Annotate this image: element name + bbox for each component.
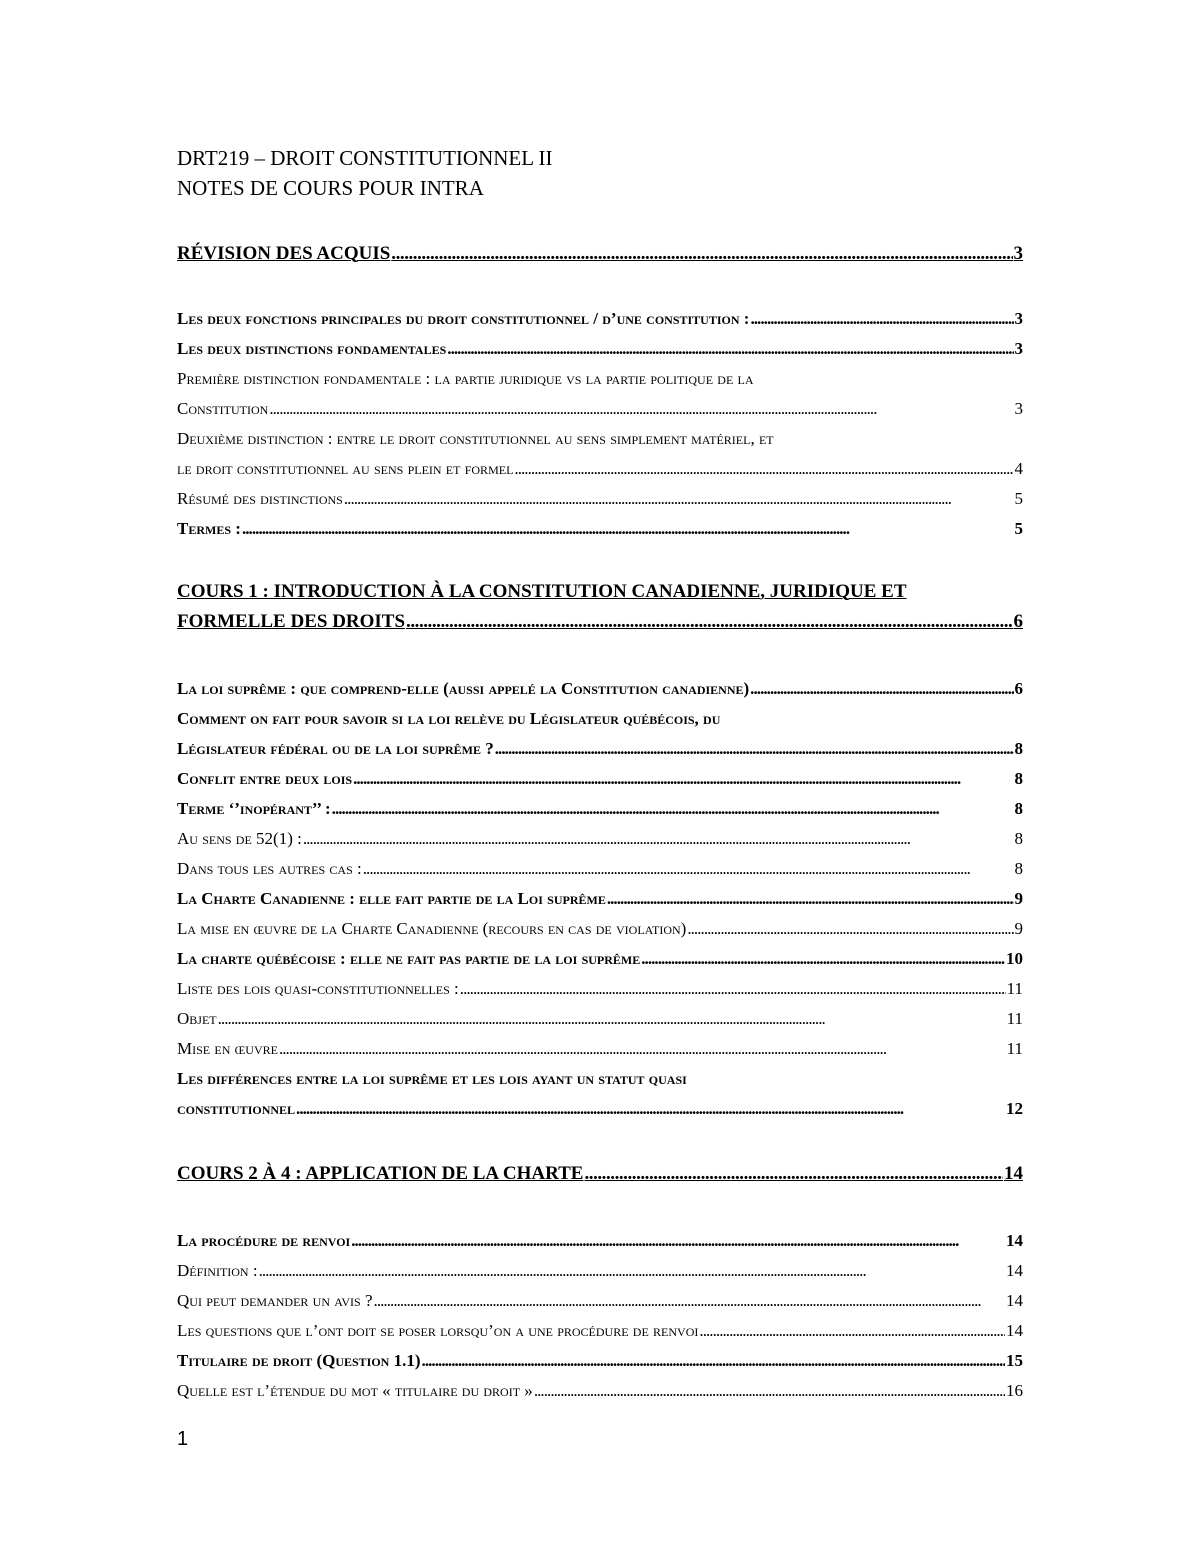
toc-leader <box>374 1286 1005 1316</box>
toc-entry[interactable] <box>177 1004 1023 1034</box>
toc-page-number: 4 <box>1014 459 1023 478</box>
toc-page-number: 14 <box>1006 1261 1023 1280</box>
toc-entry-label: Liste des lois quasi-constitutionnelles : <box>177 979 459 998</box>
toc-entry-label: constitutionnel <box>177 1099 296 1118</box>
toc-entry[interactable] <box>177 304 1023 334</box>
toc-page-number: 3 <box>1014 339 1023 358</box>
toc-entry[interactable] <box>177 1286 1023 1316</box>
toc-leader <box>269 394 1013 424</box>
toc-page-number: 8 <box>1014 829 1023 848</box>
toc-entry[interactable] <box>177 394 1023 424</box>
toc-entry-label: Résumé des distinctions <box>177 489 343 508</box>
page-number: 1 <box>177 1428 189 1450</box>
toc-page-number: 10 <box>1006 949 1023 968</box>
toc-entry-label: Terme ‘’inopérant’’ : <box>177 799 331 818</box>
toc-entry-label: Titulaire de droit (Question 1.1) <box>177 1351 421 1370</box>
toc-leader <box>332 794 1014 824</box>
toc-entry[interactable] <box>177 1256 1023 1286</box>
toc-page-number: 9 <box>1014 919 1023 938</box>
toc-entry[interactable] <box>177 1316 1023 1346</box>
toc-entry[interactable] <box>177 884 1023 914</box>
toc-entry-label: Les deux distinctions fondamentales <box>177 339 447 358</box>
toc-entry-label: RÉVISION DES ACQUIS <box>177 243 391 264</box>
toc-entry-label: Les questions que l’ont doit se poser lorsqu’on a une procédure de renvoi <box>177 1321 699 1340</box>
toc-page-number: 14 <box>1006 1321 1023 1340</box>
toc-page-number: 3 <box>1013 243 1023 264</box>
toc-leader <box>344 484 1014 514</box>
toc-entry-revision[interactable] <box>177 239 1023 269</box>
toc-entry-label: Définition : <box>177 1261 258 1280</box>
toc-entry[interactable] <box>177 764 1023 794</box>
toc-page-number: 11 <box>1006 979 1023 998</box>
toc-entry-label: COURS 2 À 4 : APPLICATION DE LA CHARTE <box>177 1163 584 1184</box>
toc-entry-label: La mise en œuvre de la Charte Canadienne (recours en cas de violation) <box>177 919 687 938</box>
toc-page-number: 3 <box>1014 309 1023 328</box>
toc-page-number: 8 <box>1014 739 1023 758</box>
toc-leader <box>687 914 1013 944</box>
document-subtitle: NOTES DE COURS POUR INTRA <box>177 176 484 200</box>
toc-entry-wrap[interactable]: Deuxième distinction : entre le droit constitutionnel au sens simplement matériel, et <box>177 429 774 448</box>
toc-leader <box>534 1376 1005 1406</box>
toc-page-number: 8 <box>1014 859 1023 878</box>
toc-page-number: 6 <box>1013 611 1023 632</box>
toc-page-number: 15 <box>1006 1351 1023 1370</box>
toc-entry-label: Législateur fédéral ou de la loi suprême ? <box>177 739 494 758</box>
toc-leader <box>641 944 1005 974</box>
toc-entry-label: Dans tous les autres cas : <box>177 859 362 878</box>
toc-entry[interactable] <box>177 974 1023 1004</box>
toc-entry-cours2[interactable] <box>177 1159 1023 1189</box>
toc-entry-wrap[interactable]: Première distinction fondamentale : la partie juridique vs la partie politique de la <box>177 369 754 388</box>
toc-leader <box>750 304 1013 334</box>
toc-leader <box>699 1316 1005 1346</box>
toc-leader <box>750 674 1013 704</box>
toc-leader <box>607 884 1014 914</box>
toc-leader <box>218 1004 1006 1034</box>
toc-leader <box>514 454 1013 484</box>
toc-leader <box>391 239 1012 269</box>
toc-entry-label: La loi suprême : que comprend-elle (aussi appelé la Constitution canadienne) <box>177 679 750 698</box>
toc-entry[interactable] <box>177 794 1023 824</box>
toc-entry[interactable] <box>177 824 1023 854</box>
toc-page-number: 11 <box>1006 1039 1023 1058</box>
toc-entry-label: Constitution <box>177 399 269 418</box>
toc-entry[interactable] <box>177 454 1023 484</box>
toc-leader <box>495 734 1014 764</box>
toc-entry[interactable] <box>177 514 1023 544</box>
toc-entry[interactable] <box>177 1034 1023 1064</box>
toc-page-number: 16 <box>1006 1381 1023 1400</box>
toc-entry-wrap[interactable]: Les différences entre la loi suprême et les lois ayant un statut quasi <box>177 1069 687 1088</box>
toc-leader <box>584 1159 1003 1189</box>
toc-entry-label: La Charte Canadienne : elle fait partie de la Loi suprême <box>177 889 606 908</box>
toc-entry[interactable] <box>177 1346 1023 1376</box>
toc-page-number: 12 <box>1006 1099 1023 1118</box>
toc-page-number: 14 <box>1006 1231 1023 1250</box>
toc-leader <box>447 334 1013 364</box>
toc-entry[interactable] <box>177 734 1023 764</box>
toc-entry[interactable] <box>177 1226 1023 1256</box>
toc-page-number: 8 <box>1014 799 1023 818</box>
toc-leader <box>242 514 1014 544</box>
toc-entry-label: Les deux fonctions principales du droit constitutionnel / d’une constitution : <box>177 309 750 328</box>
toc-leader <box>279 1034 1006 1064</box>
toc-entry[interactable] <box>177 1376 1023 1406</box>
toc-leader <box>406 607 1012 637</box>
toc-leader <box>259 1256 1005 1286</box>
toc-entry[interactable] <box>177 334 1023 364</box>
toc-entry-label: Termes : <box>177 519 241 538</box>
toc-leader <box>363 854 1014 884</box>
toc-entry-label: Quelle est l’étendue du mot « titulaire du droit » <box>177 1381 533 1400</box>
toc-entry[interactable] <box>177 1094 1023 1124</box>
toc-entry-cours1-wrap[interactable]: COURS 1 : INTRODUCTION À LA CONSTITUTION CANADIENNE, JURIDIQUE ET <box>177 581 907 602</box>
toc-entry-label: Objet <box>177 1009 217 1028</box>
toc-page-number: 6 <box>1014 679 1023 698</box>
toc-page-number: 9 <box>1014 889 1023 908</box>
toc-entry-label: Mise en œuvre <box>177 1039 278 1058</box>
toc-entry[interactable] <box>177 914 1023 944</box>
toc-entry-label: le droit constitutionnel au sens plein et formel <box>177 459 514 478</box>
toc-page-number: 14 <box>1004 1163 1023 1184</box>
toc-entry-wrap[interactable]: Comment on fait pour savoir si la loi relève du Législateur québécois, du <box>177 709 721 728</box>
toc-entry-label: Au sens de 52(1) : <box>177 829 302 848</box>
toc-leader <box>303 824 1014 854</box>
toc-entry[interactable] <box>177 944 1023 974</box>
toc-page-number: 5 <box>1014 489 1023 508</box>
toc-entry-label: La procédure de renvoi <box>177 1231 351 1250</box>
toc-entry-cours1[interactable] <box>177 607 1023 637</box>
toc-entry-label: FORMELLE DES DROITS <box>177 611 406 632</box>
document-title: DRT219 – DROIT CONSTITUTIONNEL II <box>177 146 553 170</box>
toc-entry-label: Conflit entre deux lois <box>177 769 353 788</box>
toc-entry-label: La charte québécoise : elle ne fait pas partie de la loi suprême <box>177 949 641 968</box>
toc-leader <box>422 1346 1005 1376</box>
toc-page-number: 8 <box>1014 769 1023 788</box>
toc-entry[interactable] <box>177 854 1023 884</box>
toc-page-number: 11 <box>1006 1009 1023 1028</box>
toc-page-number: 5 <box>1014 519 1023 538</box>
toc-leader <box>296 1094 1005 1124</box>
toc-entry[interactable] <box>177 674 1023 704</box>
toc-entry-label: Qui peut demander un avis ? <box>177 1291 373 1310</box>
toc-leader <box>351 1226 1005 1256</box>
toc-leader <box>460 974 1006 1004</box>
toc-leader <box>353 764 1013 794</box>
toc-page-number: 3 <box>1014 399 1023 418</box>
toc-page-number: 14 <box>1006 1291 1023 1310</box>
toc-entry[interactable] <box>177 484 1023 514</box>
